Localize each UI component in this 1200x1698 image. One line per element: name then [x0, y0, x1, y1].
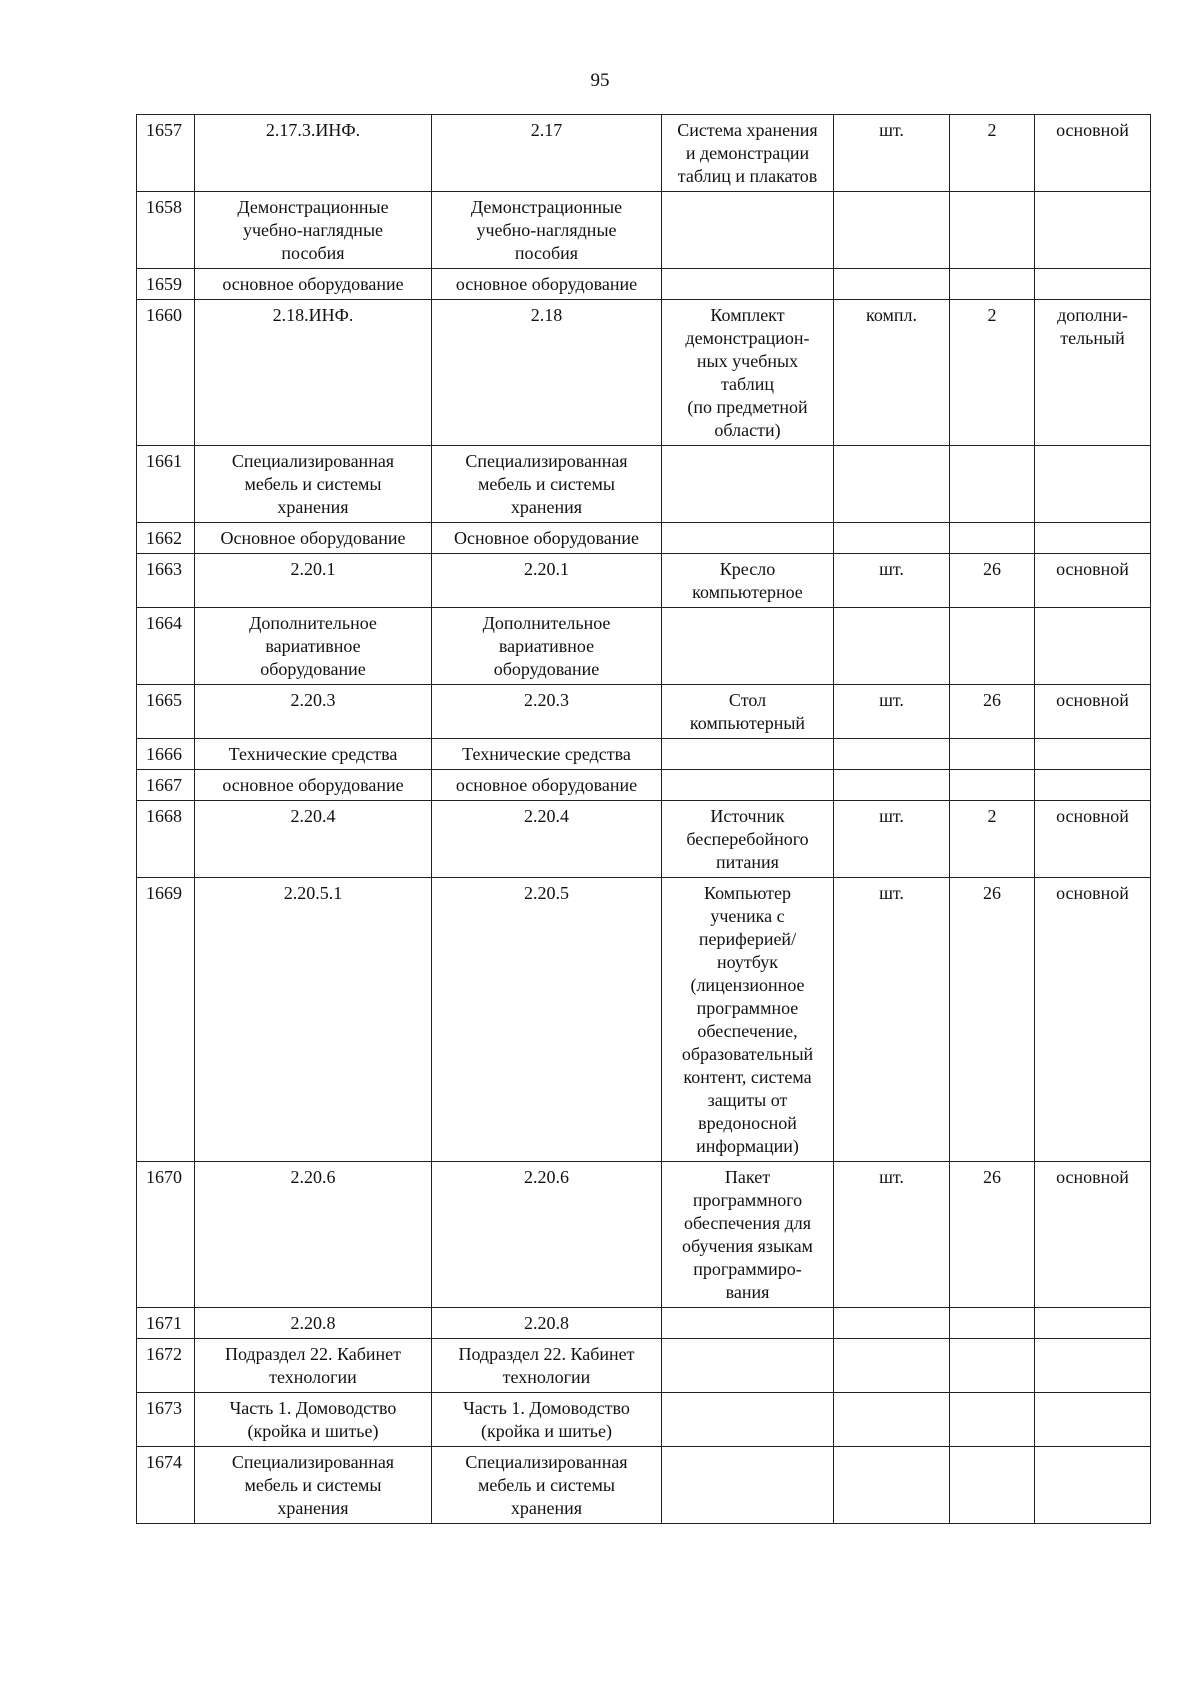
section-code-cell: основное оборудование: [195, 770, 432, 801]
subsection-code-cell: Дополнительное вариативное оборудование: [432, 608, 662, 685]
quantity-cell: [950, 1339, 1035, 1393]
equipment-type-cell: основной: [1035, 878, 1151, 1162]
item-name-cell: Пакет программного обеспечения для обучения языкам программиро- вания: [662, 1162, 834, 1308]
subsection-code-cell: 2.20.8: [432, 1308, 662, 1339]
quantity-cell: 26: [950, 1162, 1035, 1308]
equipment-type-cell: [1035, 1308, 1151, 1339]
unit-cell: [834, 1339, 950, 1393]
table-row: [137, 446, 1151, 523]
equipment-type-cell: [1035, 269, 1151, 300]
quantity-cell: [950, 1447, 1035, 1524]
section-code-cell: Подраздел 22. Кабинет технологии: [195, 1339, 432, 1393]
unit-cell: [834, 1393, 950, 1447]
item-name-cell: Компьютер ученика с периферией/ ноутбук (лицензионное программное обеспечение, образовательный контент, система защиты от вредоносной информации): [662, 878, 834, 1162]
row-number-cell: 1665: [137, 685, 195, 739]
unit-cell: компл.: [834, 300, 950, 446]
item-name-cell: Источник бесперебойного питания: [662, 801, 834, 878]
equipment-type-cell: дополни- тельный: [1035, 300, 1151, 446]
quantity-cell: [950, 446, 1035, 523]
quantity-cell: [950, 739, 1035, 770]
unit-cell: шт.: [834, 878, 950, 1162]
section-code-cell: 2.20.1: [195, 554, 432, 608]
subsection-code-cell: 2.20.4: [432, 801, 662, 878]
quantity-cell: 26: [950, 554, 1035, 608]
item-name-cell: Система хранения и демонстрации таблиц и плакатов: [662, 115, 834, 192]
subsection-code-cell: Технические средства: [432, 739, 662, 770]
row-number-cell: 1658: [137, 192, 195, 269]
subsection-code-cell: 2.17: [432, 115, 662, 192]
table-row: [137, 739, 1151, 770]
table-row: [137, 300, 1151, 446]
equipment-table-body: [137, 115, 1151, 1524]
table-row: [137, 192, 1151, 269]
row-number-cell: 1660: [137, 300, 195, 446]
section-code-cell: 2.17.3.ИНФ.: [195, 115, 432, 192]
quantity-cell: [950, 192, 1035, 269]
item-name-cell: [662, 1339, 834, 1393]
row-number-cell: 1668: [137, 801, 195, 878]
unit-cell: [834, 1447, 950, 1524]
equipment-type-cell: [1035, 770, 1151, 801]
quantity-cell: 26: [950, 878, 1035, 1162]
equipment-type-cell: основной: [1035, 801, 1151, 878]
page-number: 95: [590, 70, 610, 91]
item-name-cell: Кресло компьютерное: [662, 554, 834, 608]
row-number-cell: 1659: [137, 269, 195, 300]
table-row: [137, 1339, 1151, 1393]
quantity-cell: 2: [950, 115, 1035, 192]
quantity-cell: [950, 608, 1035, 685]
table-row: [137, 801, 1151, 878]
equipment-type-cell: основной: [1035, 115, 1151, 192]
table-row: [137, 1393, 1151, 1447]
equipment-type-cell: [1035, 1447, 1151, 1524]
item-name-cell: Комплект демонстрацион- ных учебных таблиц (по предметной области): [662, 300, 834, 446]
table-row: [137, 269, 1151, 300]
row-number-cell: 1667: [137, 770, 195, 801]
row-number-cell: 1661: [137, 446, 195, 523]
table-row: [137, 115, 1151, 192]
unit-cell: [834, 770, 950, 801]
section-code-cell: основное оборудование: [195, 269, 432, 300]
row-number-cell: 1669: [137, 878, 195, 1162]
unit-cell: [834, 446, 950, 523]
section-code-cell: Демонстрационные учебно-наглядные пособия: [195, 192, 432, 269]
equipment-type-cell: [1035, 1339, 1151, 1393]
quantity-cell: 2: [950, 801, 1035, 878]
section-code-cell: Основное оборудование: [195, 523, 432, 554]
subsection-code-cell: Специализированная мебель и системы хранения: [432, 446, 662, 523]
item-name-cell: [662, 269, 834, 300]
item-name-cell: [662, 446, 834, 523]
quantity-cell: 26: [950, 685, 1035, 739]
subsection-code-cell: основное оборудование: [432, 770, 662, 801]
quantity-cell: [950, 269, 1035, 300]
equipment-type-cell: [1035, 739, 1151, 770]
row-number-cell: 1672: [137, 1339, 195, 1393]
unit-cell: шт.: [834, 554, 950, 608]
subsection-code-cell: Основное оборудование: [432, 523, 662, 554]
item-name-cell: [662, 770, 834, 801]
quantity-cell: 2: [950, 300, 1035, 446]
item-name-cell: [662, 1308, 834, 1339]
row-number-cell: 1663: [137, 554, 195, 608]
subsection-code-cell: Подраздел 22. Кабинет технологии: [432, 1339, 662, 1393]
equipment-type-cell: основной: [1035, 554, 1151, 608]
section-code-cell: Часть 1. Домоводство (кройка и шитье): [195, 1393, 432, 1447]
subsection-code-cell: Демонстрационные учебно-наглядные пособия: [432, 192, 662, 269]
unit-cell: шт.: [834, 1162, 950, 1308]
table-row: [137, 685, 1151, 739]
equipment-type-cell: [1035, 192, 1151, 269]
row-number-cell: 1657: [137, 115, 195, 192]
section-code-cell: 2.20.5.1: [195, 878, 432, 1162]
section-code-cell: 2.18.ИНФ.: [195, 300, 432, 446]
equipment-type-cell: основной: [1035, 685, 1151, 739]
unit-cell: [834, 739, 950, 770]
item-name-cell: [662, 192, 834, 269]
unit-cell: [834, 608, 950, 685]
unit-cell: [834, 1308, 950, 1339]
unit-cell: шт.: [834, 115, 950, 192]
row-number-cell: 1666: [137, 739, 195, 770]
equipment-type-cell: [1035, 608, 1151, 685]
unit-cell: [834, 269, 950, 300]
quantity-cell: [950, 523, 1035, 554]
section-code-cell: 2.20.4: [195, 801, 432, 878]
item-name-cell: [662, 608, 834, 685]
table-row: [137, 1308, 1151, 1339]
equipment-type-cell: [1035, 1393, 1151, 1447]
subsection-code-cell: 2.20.5: [432, 878, 662, 1162]
row-number-cell: 1670: [137, 1162, 195, 1308]
unit-cell: шт.: [834, 685, 950, 739]
subsection-code-cell: основное оборудование: [432, 269, 662, 300]
equipment-type-cell: [1035, 523, 1151, 554]
equipment-table: [136, 114, 1151, 1524]
section-code-cell: Специализированная мебель и системы хранения: [195, 446, 432, 523]
section-code-cell: Специализированная мебель и системы хранения: [195, 1447, 432, 1524]
subsection-code-cell: 2.18: [432, 300, 662, 446]
subsection-code-cell: 2.20.1: [432, 554, 662, 608]
item-name-cell: [662, 1393, 834, 1447]
row-number-cell: 1671: [137, 1308, 195, 1339]
section-code-cell: 2.20.6: [195, 1162, 432, 1308]
quantity-cell: [950, 770, 1035, 801]
equipment-type-cell: [1035, 446, 1151, 523]
equipment-type-cell: основной: [1035, 1162, 1151, 1308]
table-row: [137, 1447, 1151, 1524]
subsection-code-cell: Часть 1. Домоводство (кройка и шитье): [432, 1393, 662, 1447]
row-number-cell: 1664: [137, 608, 195, 685]
subsection-code-cell: 2.20.6: [432, 1162, 662, 1308]
item-name-cell: Стол компьютерный: [662, 685, 834, 739]
section-code-cell: 2.20.8: [195, 1308, 432, 1339]
table-row: [137, 1162, 1151, 1308]
item-name-cell: [662, 523, 834, 554]
unit-cell: шт.: [834, 801, 950, 878]
table-row: [137, 523, 1151, 554]
row-number-cell: 1662: [137, 523, 195, 554]
section-code-cell: Дополнительное вариативное оборудование: [195, 608, 432, 685]
item-name-cell: [662, 1447, 834, 1524]
table-row: [137, 554, 1151, 608]
table-row: [137, 608, 1151, 685]
subsection-code-cell: Специализированная мебель и системы хранения: [432, 1447, 662, 1524]
section-code-cell: Технические средства: [195, 739, 432, 770]
subsection-code-cell: 2.20.3: [432, 685, 662, 739]
row-number-cell: 1673: [137, 1393, 195, 1447]
quantity-cell: [950, 1393, 1035, 1447]
section-code-cell: 2.20.3: [195, 685, 432, 739]
unit-cell: [834, 523, 950, 554]
quantity-cell: [950, 1308, 1035, 1339]
item-name-cell: [662, 739, 834, 770]
unit-cell: [834, 192, 950, 269]
row-number-cell: 1674: [137, 1447, 195, 1524]
table-row: [137, 770, 1151, 801]
table-row: [137, 878, 1151, 1162]
